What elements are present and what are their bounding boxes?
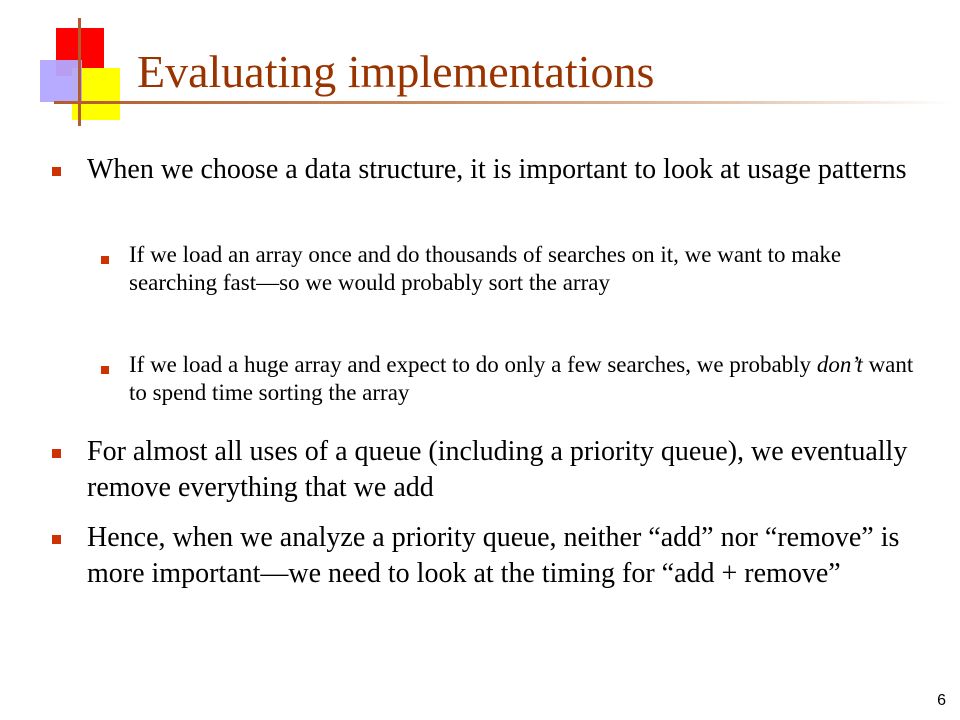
title-underline bbox=[54, 101, 954, 104]
bullet-marker bbox=[52, 449, 61, 458]
decorative-purple-square bbox=[40, 60, 82, 102]
decorative-vertical-line bbox=[78, 18, 81, 126]
sub-bullet-2-after: want to spend time sorting the array bbox=[129, 352, 914, 405]
page-number: 6 bbox=[937, 692, 946, 709]
bullet-2: For almost all uses of a queue (including a priority queue), we eventually remove everything that we add bbox=[87, 436, 908, 503]
sub-bullet-2 bbox=[129, 351, 919, 407]
sub-bullet-2-emphasis: don’t bbox=[816, 352, 863, 377]
sub-bullet-marker bbox=[101, 366, 109, 374]
slide-title: Evaluating implementations bbox=[137, 46, 655, 97]
bullet-marker bbox=[52, 535, 61, 544]
bullet-marker bbox=[52, 167, 61, 176]
bullet-1: When we choose a data structure, it is important to look at usage patterns bbox=[87, 154, 907, 185]
sub-bullet-2-before: If we load a huge array and expect to do only a few searches, we probably bbox=[129, 352, 817, 377]
sub-bullet-1: If we load an array once and do thousands of searches on it, we want to make searching fast—so we would probably sort the array bbox=[129, 242, 842, 295]
bullet-3: Hence, when we analyze a priority queue, neither “add” nor “remove” is more important—we need to look at the timing for “add + remove” bbox=[87, 522, 900, 589]
sub-bullet-marker bbox=[101, 256, 109, 264]
